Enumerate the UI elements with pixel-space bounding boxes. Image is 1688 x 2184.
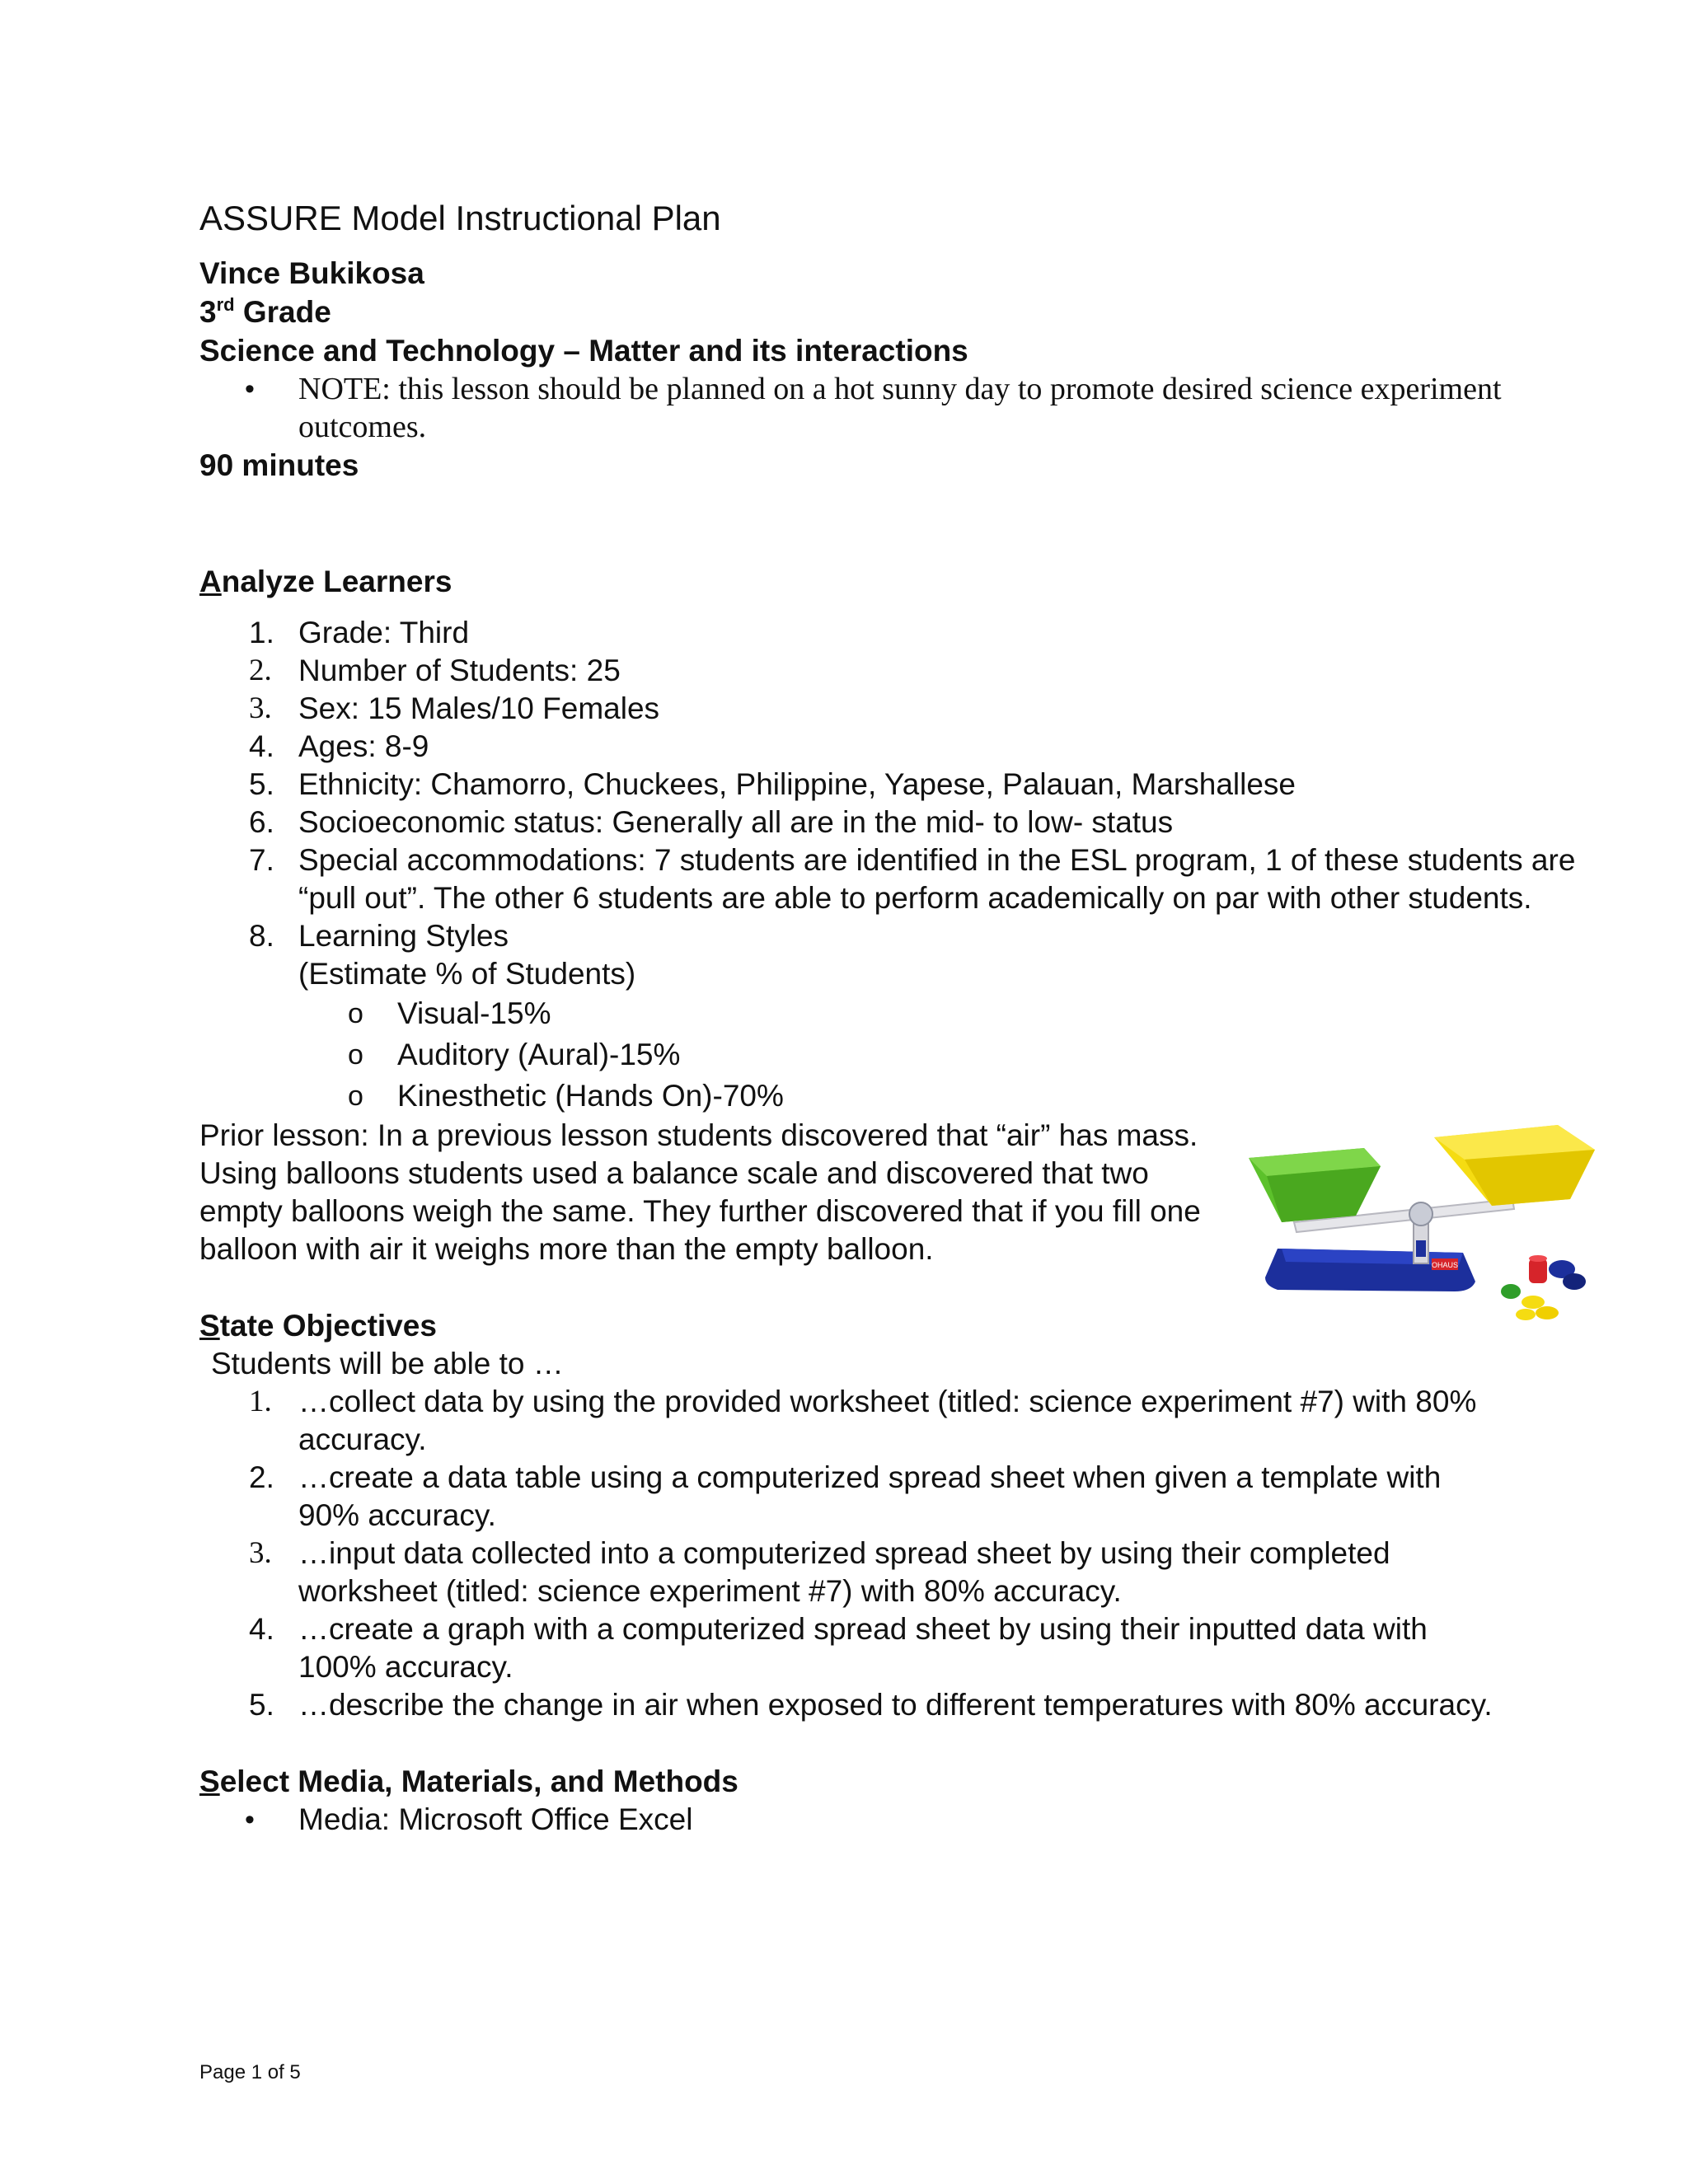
- list-item: [199, 614, 1510, 652]
- item-text: …collect data by using the provided worksheet (titled: science experiment #7) with 80% accuracy.: [298, 1385, 1477, 1456]
- note-item: [199, 370, 1510, 446]
- grade-suffix: rd: [216, 294, 235, 315]
- learning-styles-list: [199, 993, 1510, 1117]
- analyze-learners-heading: [199, 562, 1510, 601]
- list-item: [199, 1459, 1510, 1535]
- list-item: [298, 1034, 1510, 1076]
- item-text: Number of Students: 25: [298, 654, 621, 687]
- list-item: [199, 766, 1510, 804]
- bullet-icon: •: [245, 1804, 255, 1835]
- list-item: [199, 917, 1510, 993]
- item-text: Kinesthetic (Hands On)-70%: [397, 1079, 784, 1113]
- item-number: 7.: [249, 843, 274, 877]
- list-item: [199, 804, 1510, 841]
- item-text: …input data collected into a computerized spread sheet by using their completed worksheet (titled: science experiment #7) with 80% accuracy.: [298, 1536, 1390, 1608]
- list-item: [199, 1383, 1510, 1459]
- note-text: NOTE: this lesson should be planned on a hot sunny day to promote desired science experiment outcomes.: [298, 372, 1502, 444]
- circle-bullet-icon: o: [348, 1039, 363, 1071]
- item-number: 4.: [249, 729, 274, 763]
- grade-word: Grade: [242, 295, 331, 329]
- item-text: Ages: 8-9: [298, 729, 429, 763]
- grade-number: 3: [199, 295, 217, 329]
- author-name: Vince Bukikosa: [199, 256, 424, 290]
- heading-rest: tate Objectives: [219, 1309, 437, 1343]
- item-text: Grade: Third: [298, 616, 470, 649]
- circle-bullet-icon: o: [348, 998, 363, 1029]
- item-text: Ethnicity: Chamorro, Chuckees, Philippine, Yapese, Palauan, Marshallese: [298, 767, 1296, 801]
- page-number: Page 1 of 5: [199, 2061, 301, 2083]
- item-text: Visual-15%: [397, 996, 551, 1030]
- note-list: [199, 370, 1510, 446]
- list-item: [298, 1076, 1510, 1117]
- list-item: [199, 1686, 1510, 1724]
- list-item: [199, 1610, 1510, 1686]
- select-media-heading: [199, 1762, 1510, 1801]
- heading-rest: elect Media, Materials, and Methods: [219, 1765, 738, 1798]
- item-number: 3.: [249, 691, 272, 725]
- balance-scale-image: [1249, 1117, 1611, 1339]
- item-number: 2.: [249, 654, 272, 687]
- item-text: Sex: 15 Males/10 Females: [298, 691, 660, 725]
- page-content: [199, 194, 1576, 1839]
- heading-initial: S: [199, 1309, 220, 1343]
- item-number: 5.: [249, 1688, 274, 1722]
- heading-initial: S: [199, 1765, 220, 1798]
- item-text: Learning Styles: [298, 919, 509, 953]
- duration-line: 90 minutes: [199, 448, 359, 482]
- circle-bullet-icon: o: [348, 1080, 363, 1112]
- item-number: 1.: [249, 1385, 272, 1418]
- list-item: [199, 841, 1617, 917]
- media-list: [199, 1801, 1510, 1839]
- list-item: [199, 1535, 1510, 1610]
- bullet-icon: •: [245, 373, 255, 405]
- item-number: 1.: [249, 616, 274, 649]
- item-text: …describe the change in air when exposed to different temperatures with 80% accuracy.: [298, 1688, 1493, 1722]
- item-number: 5.: [249, 767, 274, 801]
- subject-line: Science and Technology – Matter and its interactions: [199, 334, 968, 368]
- list-item: [298, 993, 1510, 1034]
- learning-styles-note: (Estimate % of Students): [298, 957, 636, 991]
- list-item: [199, 1801, 1510, 1839]
- grade-line: [199, 293, 1510, 331]
- item-number: 4.: [249, 1612, 274, 1646]
- prior-lesson-paragraph: Prior lesson: In a previous lesson students discovered that “air” has mass. Using balloons students used a balance scale and discovered that two empty balloons weigh the same. They further discovered that if you fill one balloon with air it weighs more than the empty balloon.: [199, 1118, 1201, 1266]
- item-text: …create a data table using a computerized spread sheet when given a template with 90% accuracy.: [298, 1460, 1442, 1532]
- list-item: [199, 690, 1510, 728]
- item-number: 6.: [249, 805, 274, 839]
- item-text: …create a graph with a computerized spread sheet by using their inputted data with 100% accuracy.: [298, 1612, 1428, 1684]
- item-number: 2.: [249, 1460, 274, 1494]
- heading-rest: nalyze Learners: [221, 565, 452, 598]
- item-text: Special accommodations: 7 students are identified in the ESL program, 1 of these students are “pull out”. The other 6 students are able to perform academically on par with other students.: [298, 843, 1576, 915]
- item-number: 8.: [249, 919, 274, 953]
- item-text: Socioeconomic status: Generally all are in the mid- to low- status: [298, 805, 1174, 839]
- learner-list: [199, 614, 1576, 993]
- list-item: [199, 728, 1510, 766]
- item-text: Media: Microsoft Office Excel: [298, 1802, 693, 1836]
- item-text: Auditory (Aural)-15%: [397, 1038, 681, 1071]
- objectives-list: [199, 1383, 1510, 1724]
- list-item: [199, 652, 1510, 690]
- objectives-intro: Students will be able to …: [211, 1347, 564, 1380]
- scale-brand-label: OHAUS: [1431, 1261, 1459, 1269]
- document-title: ASSURE Model Instructional Plan: [199, 199, 721, 237]
- heading-initial: A: [199, 565, 222, 598]
- item-number: 3.: [249, 1536, 272, 1570]
